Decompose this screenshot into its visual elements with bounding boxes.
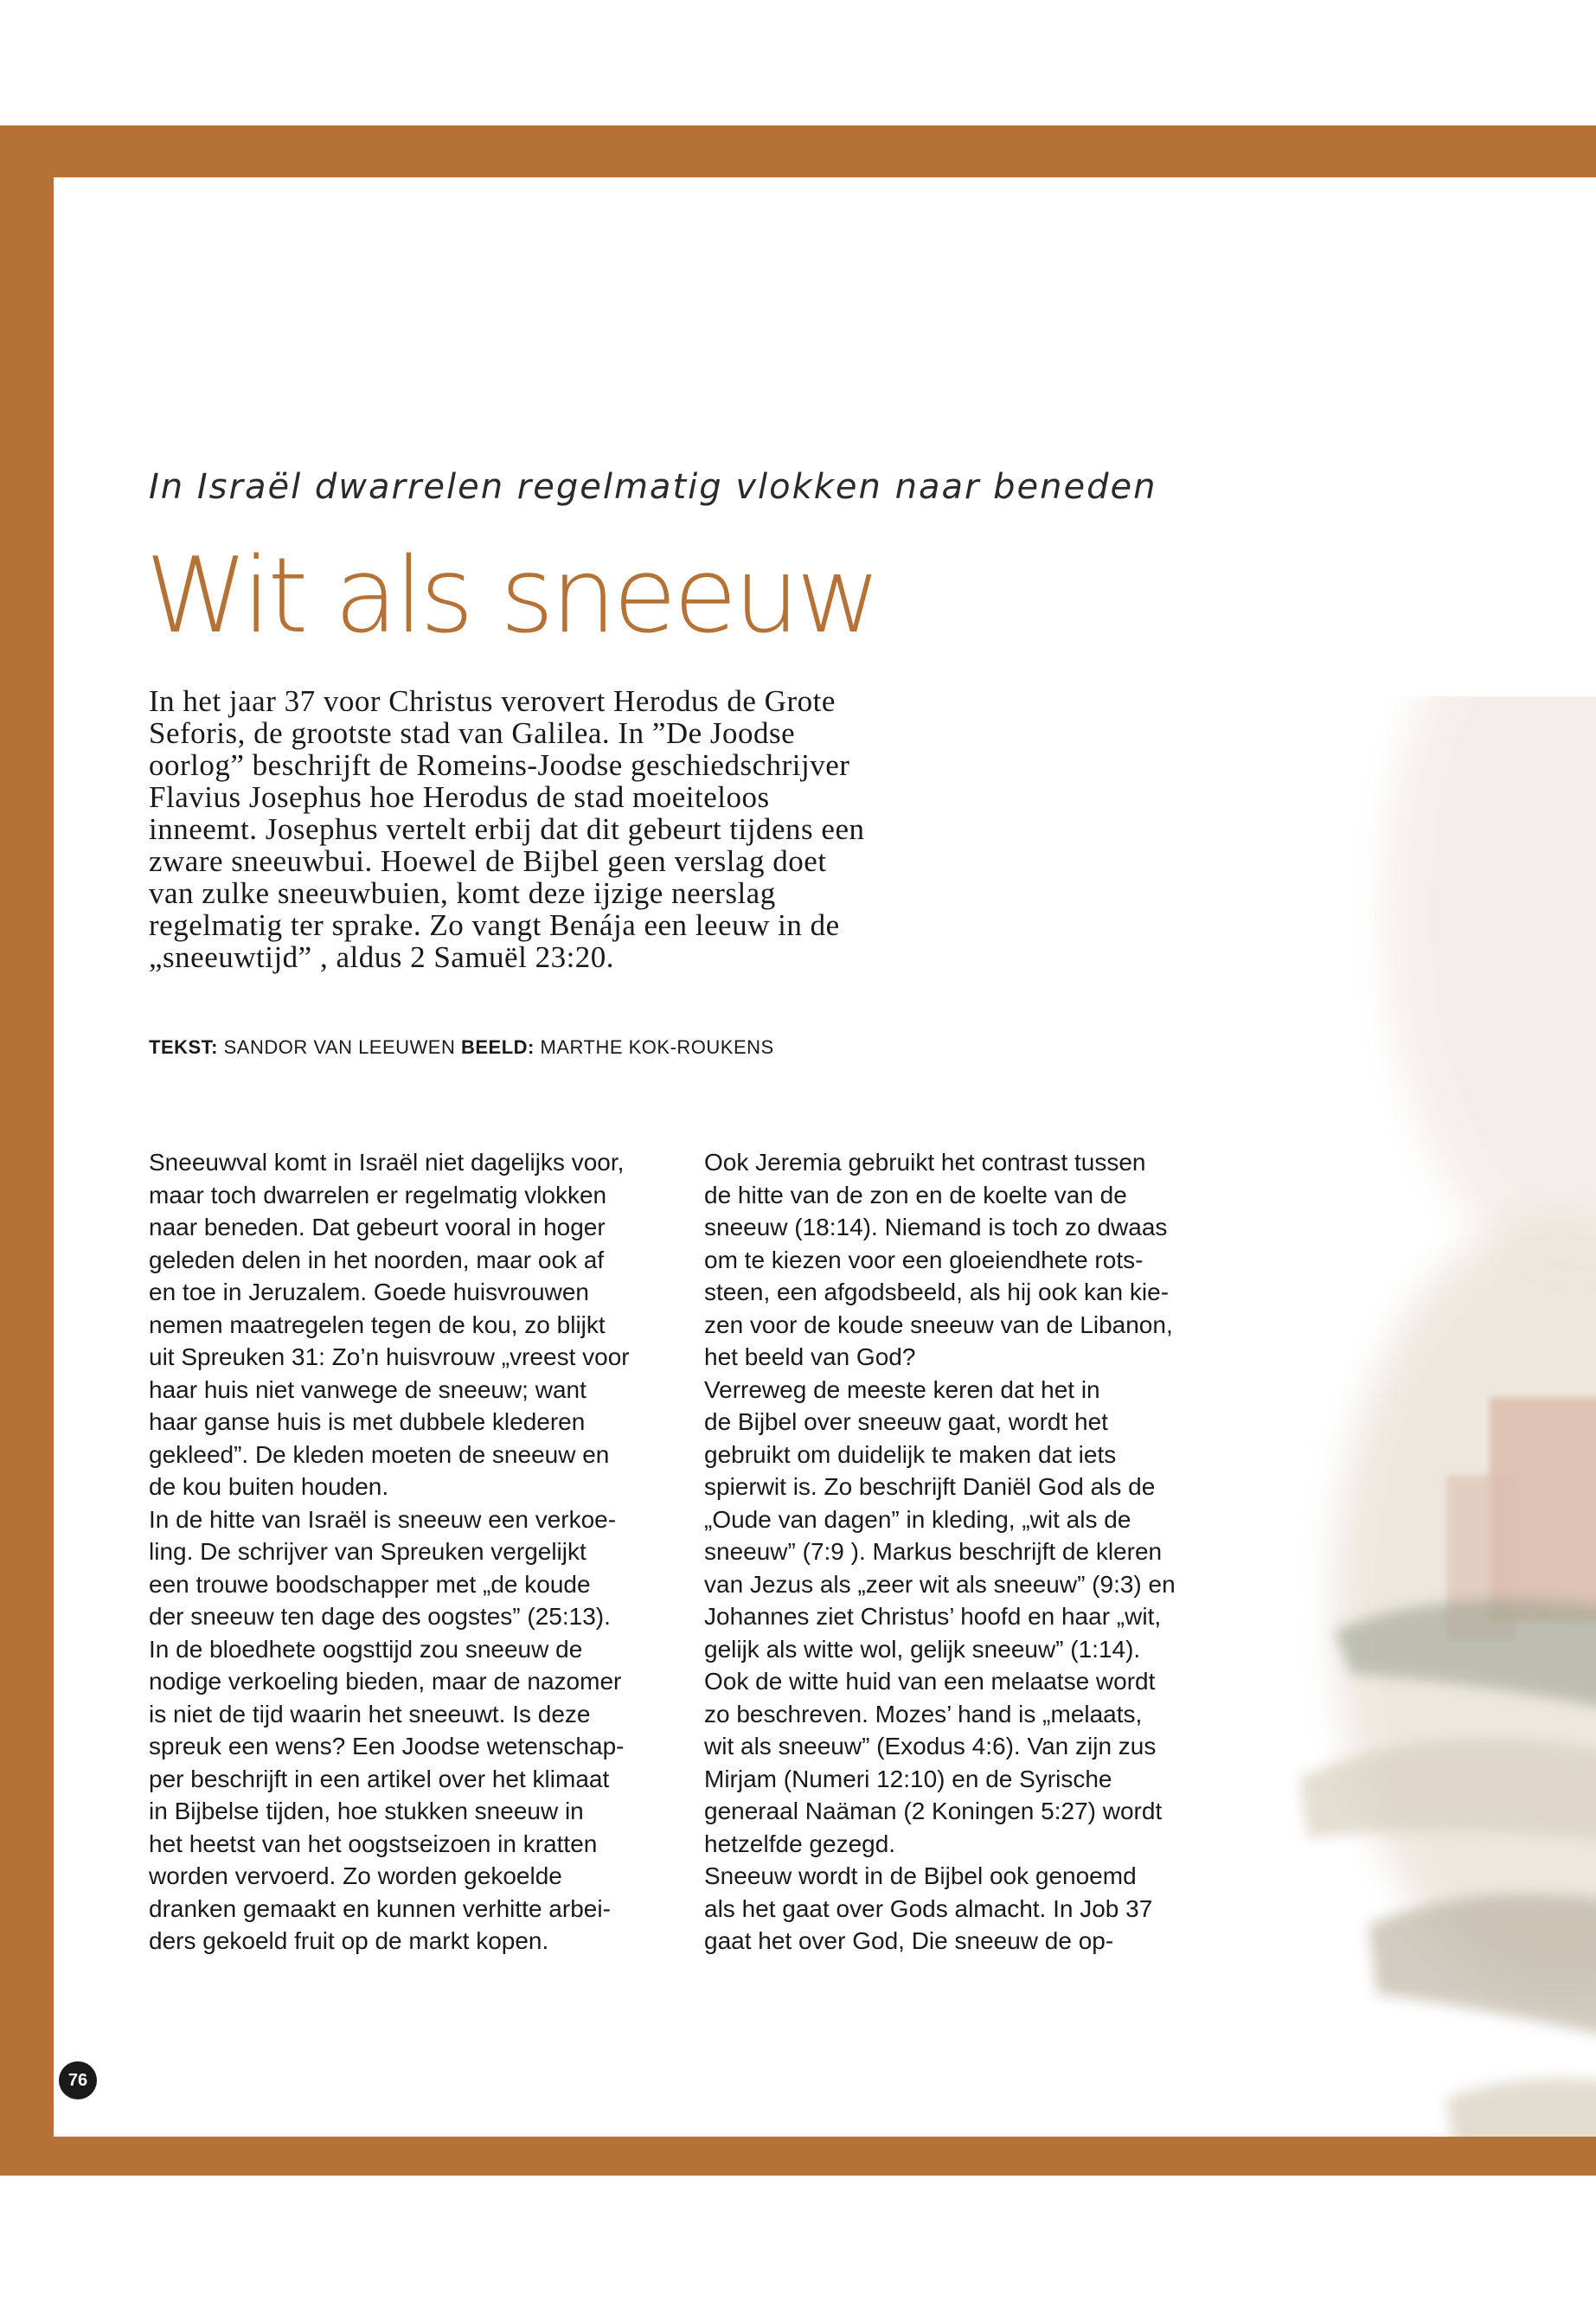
article-intro: In het jaar 37 voor Christus verovert Herodus de Grote Seforis, de grootste stad van Galilea. In ”De Joodse oorlog” beschrijft de Romeins-Joodse geschiedschrijver Flavius Josephus hoe Herodus de stad moeiteloos inneemt. Josephus vertelt erbij dat dit gebeurt tijdens een zware sneeuwbui. Hoewel de Bijbel geen verslag doet van zulke sneeuwbuien, komt deze ijzige neerslag regelmatig ter sprake. Zo vangt Benája een leeuw in de „sneeuwtijd” , aldus 2 Samuël 23:20. [149,684,865,974]
body-text-line: om te kiezen voor een gloeiendhete rots- [704,1246,1144,1273]
body-text-line: ders gekoeld fruit op de markt kopen. [149,1927,549,1954]
image-credit-author: MARTHE KOK-ROUKENS [540,1036,774,1058]
body-text-line: gekleed”. De kleden moeten de sneeuw en [149,1440,610,1468]
body-text-line: spreuk een wens? Een Joodse wetenschap- [149,1733,625,1759]
watercolor-snow-landscape [1230,696,1596,2137]
body-text-line: ling. De schrijver van Spreuken vergelijkt [149,1538,586,1565]
body-text-line: de hitte van de zon en de koelte van de [704,1181,1127,1208]
article-title: Wit als sneeuw [145,536,878,657]
body-text-line: per beschrijft in een artikel over het klimaat [149,1765,610,1792]
body-column-right [704,1146,1227,1958]
image-credit-label: BEELD: [461,1036,535,1058]
body-text-line: sneeuw (18:14). Niemand is toch zo dwaas [704,1214,1168,1240]
body-text-line: naar beneden. Dat gebeurt vooral in hoger [149,1214,606,1240]
body-text-line: gaat het over God, Die sneeuw de op- [704,1927,1114,1954]
body-text-line: is niet de tijd waarin het sneeuwt. Is deze [149,1700,591,1727]
body-text-line: In de bloedhete oogsttijd zou sneeuw de [149,1635,583,1663]
article-credits [149,1036,927,1059]
body-text-line: de Bijbel over sneeuw gaat, wordt het [704,1408,1108,1435]
body-text-line: uit Spreuken 31: Zo’n huisvrouw „vreest voor [149,1343,630,1370]
body-text-line: Johannes ziet Christus’ hoofd en haar „wit, [704,1603,1162,1630]
body-text-line: In de hitte van Israël is sneeuw een verkoe- [149,1505,617,1533]
body-text-line: Verreweg de meeste keren dat het in [704,1375,1100,1403]
body-text-line: generaal Naäman (2 Koningen 5:27) wordt [704,1798,1163,1824]
body-column-left [149,1146,672,1958]
body-text-line: hetzelfde gezegd. [704,1830,896,1857]
body-text-line: Ook de witte huid van een melaatse wordt [704,1668,1156,1695]
body-text-line: en toe in Jeruzalem. Goede huisvrouwen [149,1279,589,1305]
body-text-line: haar ganse huis is met dubbele klederen [149,1408,586,1435]
body-text-line: van Jezus als „zeer wit als sneeuw” (9:3) en [704,1570,1176,1598]
body-text-line: wit als sneeuw” (Exodus 4:6). Van zijn zus [704,1733,1157,1759]
body-text-line: zo beschreven. Mozes’ hand is „melaats, [704,1700,1143,1727]
body-text-line: maar toch dwarrelen er regelmatig vlokken [149,1181,607,1208]
body-text-line: het beeld van God? [704,1343,916,1370]
body-text-line: gebruikt om duidelijk te maken dat iets [704,1440,1117,1468]
body-text-line: „Oude van dagen” in kleding, „wit als de [704,1505,1131,1533]
article-kicker: In Israël dwarrelen regelmatig vlokken naar beneden [149,467,1157,507]
body-text-line: nodige verkoeling bieden, maar de nazomer [149,1668,622,1695]
body-text-line: dranken gemaakt en kunnen verhitte arbei- [149,1894,611,1922]
body-text-line: de kou buiten houden. [149,1473,389,1500]
body-text-line: steen, een afgodsbeeld, als hij ook kan kie- [704,1279,1170,1305]
body-text-line: in Bijbelse tijden, hoe stukken sneeuw in [149,1798,584,1824]
body-text-line: het heetst van het oogstseizoen in kratten [149,1830,598,1857]
body-text-line: zen voor de koude sneeuw van de Libanon, [704,1311,1173,1338]
body-text-line: der sneeuw ten dage des oogstes” (25:13). [149,1603,611,1630]
body-text-line: gelijk als witte wol, gelijk sneeuw” (1:14). [704,1635,1141,1663]
body-text-line: worden vervoerd. Zo worden gekoelde [149,1862,562,1889]
body-text-line: Sneeuwval komt in Israël niet dagelijks voor, [149,1149,625,1176]
body-text-line: Ook Jeremia gebruikt het contrast tussen [704,1149,1146,1176]
body-text-line: sneeuw” (7:9 ). Markus beschrijft de kleren [704,1538,1163,1565]
body-text-line: als het gaat over Gods almacht. In Job 37 [704,1894,1153,1922]
body-text-line: Mirjam (Numeri 12:10) en de Syrische [704,1765,1112,1792]
body-text-line: nemen maatregelen tegen de kou, zo blijkt [149,1311,606,1338]
body-text-line: haar huis niet vanwege de sneeuw; want [149,1375,586,1403]
body-text-line: geleden delen in het noorden, maar ook af [149,1246,605,1273]
text-credit-author: SANDOR VAN LEEUWEN [223,1036,456,1058]
body-text-line: een trouwe boodschapper met „de koude [149,1570,591,1598]
body-text-line: Sneeuw wordt in de Bijbel ook genoemd [704,1862,1137,1889]
page-number: 76 [59,2061,97,2099]
text-credit-label: TEKST: [149,1036,218,1058]
body-text-line: spierwit is. Zo beschrijft Daniël God als de [704,1473,1156,1500]
